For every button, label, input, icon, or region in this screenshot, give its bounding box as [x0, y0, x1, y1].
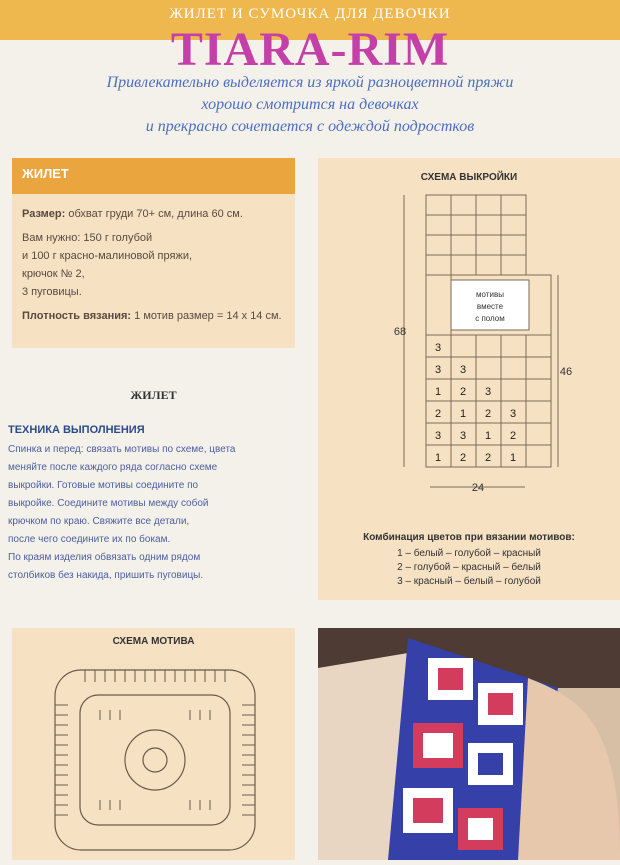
motif-cell: 1: [509, 452, 517, 464]
motif-title: СХЕМА МОТИВА: [112, 636, 195, 647]
motif-cell: 2: [459, 386, 467, 398]
motif-diagram: [40, 660, 270, 860]
motif-cell: 2: [484, 452, 492, 464]
motif-cell: 2: [459, 452, 467, 464]
dimension-lines: [404, 195, 558, 487]
yarn-line: крючок № 2,: [22, 268, 85, 280]
yarn-line: и 100 г красно-малиновой пряжи,: [22, 250, 193, 262]
scheme-box-text: вместе: [476, 302, 504, 311]
instruction-line: после чего соедините их по бокам.: [8, 534, 171, 545]
subtitle-line: Привлекательно выделяется из яркой разноцветной пряжи: [106, 74, 514, 91]
motif-cell: 3: [434, 342, 442, 354]
instruction-line: Спинка и перед: связать мотивы по схеме, цвета: [8, 444, 236, 455]
motif-cell: 2: [434, 408, 442, 420]
motif-grid: [426, 335, 551, 467]
scheme-title: СХЕМА ВЫКРОЙКИ: [420, 172, 518, 183]
scheme-box-text: мотивы: [476, 290, 504, 299]
motif-cell: 3: [459, 364, 467, 376]
density-value: 1 мотив размер = 14 x 14 см.: [134, 310, 282, 322]
legend-line: 2 – голубой – красный – белый: [397, 562, 541, 573]
dim-right-label: 46: [559, 366, 573, 378]
legend-title: Комбинация цветов при вязании мотивов:: [363, 532, 575, 543]
instruction-line: По краям изделия обвязать одним рядом: [8, 552, 201, 563]
motif-cell: 1: [459, 408, 467, 420]
technique-heading: ТЕХНИКА ВЫПОЛНЕНИЯ: [8, 424, 145, 436]
motif-cell: 2: [484, 408, 492, 420]
size-spec: [22, 208, 243, 220]
motif-cell: 3: [434, 364, 442, 376]
motif-cell: 3: [459, 430, 467, 442]
motif-outline: [55, 670, 255, 850]
density-spec: [22, 310, 287, 322]
motif-cell: 2: [509, 430, 517, 442]
instruction-line: крючком по краю. Свяжите все детали,: [8, 516, 190, 527]
yarn-line: Вам нужно: 150 г голубой: [22, 232, 153, 244]
page-title: TIARA-RIM: [170, 23, 450, 76]
motif-cell: 3: [509, 408, 517, 420]
scheme-box-text: с полом: [475, 314, 505, 323]
model-photo: [318, 628, 620, 860]
subtitle-line: хорошо смотрится на девочках: [201, 96, 419, 113]
legend-line: 3 – красный – белый – голубой: [397, 576, 541, 587]
motif-center: [143, 748, 167, 772]
size-label: Размер:: [22, 208, 66, 220]
stitch-marks: [55, 670, 255, 815]
motif-center-ring: [125, 730, 185, 790]
section-heading: ЖИЛЕТ: [130, 388, 177, 402]
motif-inner-round: [80, 695, 230, 825]
instruction-line: меняйте после каждого ряда согласно схеме: [8, 462, 218, 473]
pattern-schematic: [390, 185, 573, 505]
motif-cell: 3: [484, 386, 492, 398]
series-heading: ЖИЛЕТ И СУМОЧКА ДЛЯ ДЕВОЧКИ: [169, 6, 451, 22]
yarn-line: 3 пуговицы.: [22, 286, 82, 298]
specs-header: ЖИЛЕТ: [22, 166, 69, 181]
motif-cell: 1: [484, 430, 492, 442]
subtitle-line: и прекрасно сочетается с одеждой подростков: [145, 118, 475, 135]
dim-bottom-label: 24: [471, 482, 485, 494]
size-value: обхват груди 70+ см, длина 60 см.: [68, 208, 243, 220]
instruction-line: выкройки. Готовые мотивы соедините по: [8, 480, 199, 491]
motif-cell: 1: [434, 386, 442, 398]
motif-cell: 1: [434, 452, 442, 464]
instruction-line: выкройке. Соедините мотивы между собой: [8, 498, 209, 509]
legend-line: 1 – белый – голубой – красный: [397, 548, 541, 559]
instruction-line: столбиков без накида, пришить пуговицы.: [8, 570, 204, 581]
motif-cell: 3: [434, 430, 442, 442]
dim-left-label: 68: [393, 326, 407, 338]
density-label: Плотность вязания:: [22, 310, 132, 322]
